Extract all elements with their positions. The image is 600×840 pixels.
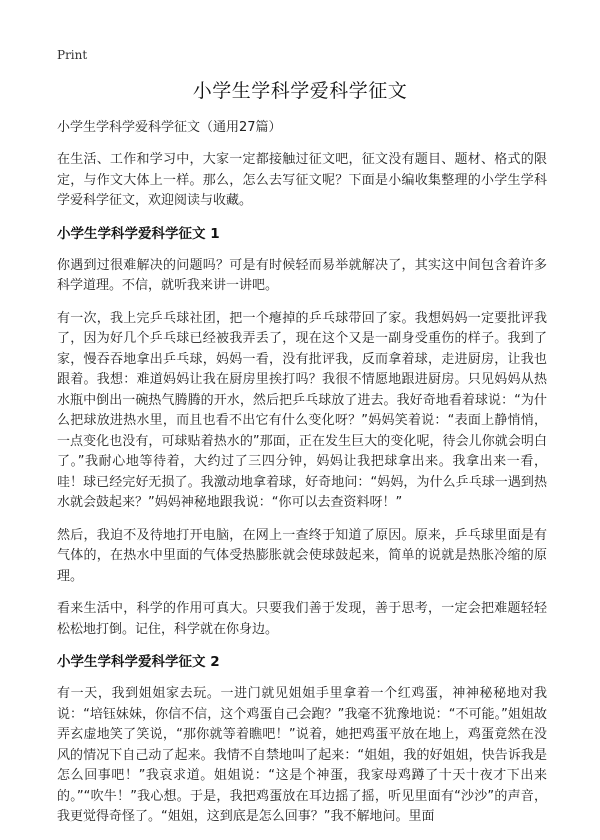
section-heading-2: 小学生学科学爱科学征文 2 [57,654,220,670]
section-heading-1: 小学生学科学爱科学征文 1 [57,225,220,242]
section-1-paragraph: 你遇到过很难解决的问题吗？可是有时候轻而易举就解决了，其实这中间包含着许多科学道理。不信，就听我来讲一讲吧。 [57,257,547,293]
section-1-paragraph: 看来生活中，科学的作用可真大。只要我们善于发现，善于思考，一定会把难题轻轻松松地打倒。记住，科学就在你身边。 [57,601,547,637]
article-subtitle: 小学生学科学爱科学征文（通用27篇） [57,120,282,135]
print-link[interactable]: Print [57,48,88,62]
article-body [57,118,547,840]
section-2-paragraph: 有一天，我到姐姐家去玩。一进门就见姐姐手里拿着一个红鸡蛋，神神秘秘地对我说：“培钰妹妹，你信不信，这个鸡蛋自己会跑？”我毫不犹豫地说：“不可能。”姐姐故弄玄虚地笑了笑说，“那你就等着瞧吧！”说着，她把鸡蛋平放在地上，鸡蛋竟然在没风的情况下自己动了起来。我情不自禁地叫了起来：“姐姐，我的好姐姐，快告诉我是怎么回事吧！”我哀求道。姐姐说：“这是个神蛋，我家母鸡蹲了十天十夜才下出来的。”“吹牛！”我心想。于是，我把鸡蛋放在耳边摇了摇，听见里面有“沙沙”的声音，我更觉得奇怪了。“姐姐，这到底是怎么回事？”我不解地问。里面 [57,686,547,824]
page-title: 小学生学科学爱科学征文 [192,80,408,102]
section-1-paragraph: 然后，我迫不及待地打开电脑，在网上一查终于知道了原因。原来，乒乓球里面是有气体的，在热水中里面的气体受热膨胀就会使球鼓起来，简单的说就是热胀冷缩的原理。 [57,527,547,584]
intro-paragraph: 在生活、工作和学习中，大家一定都接触过征文吧，征文没有题目、题材、格式的限定，与作文大体上一样。那么，怎么去写征文呢？下面是小编收集整理的小学生学科学爱科学征文，欢迎阅读与收藏。 [57,152,547,208]
section-1-paragraph: 有一次，我上完乒乓球社团，把一个瘪掉的乒乓球带回了家。我想妈妈一定要批评我了，因为好几个乒乓球已经被我弄丢了，现在这个又是一副身受重伤的样子。我到了家，慢吞吞地拿出乒乓球，妈妈一看，没有批评我，反而拿着球，走进厨房，让我也跟着。我想：难道妈妈让我在厨房里挨打吗？我很不情愿地跟进厨房。只见妈妈从热水瓶中倒出一碗热气腾腾的开水，然后把乒乓球放了进去。我好奇地看着球说：“为什么把球放进热水里，而且也看不出它有什么变化呀？”妈妈笑着说：“表面上静悄悄，一点变化也没有，可球贴着热水的”那面，正在发生巨大的变化呢，待会儿你就会明白了。”我耐心地等待着，大约过了三四分钟，妈妈让我把球拿出来。我拿出来一看，哇！球已经完好无损了。我激动地拿着球，好奇地问：“妈妈，为什么乒乓球一遇到热水就会鼓起来？”妈妈神秘地跟我说：“你可以去查资料呀！” [57,310,547,510]
